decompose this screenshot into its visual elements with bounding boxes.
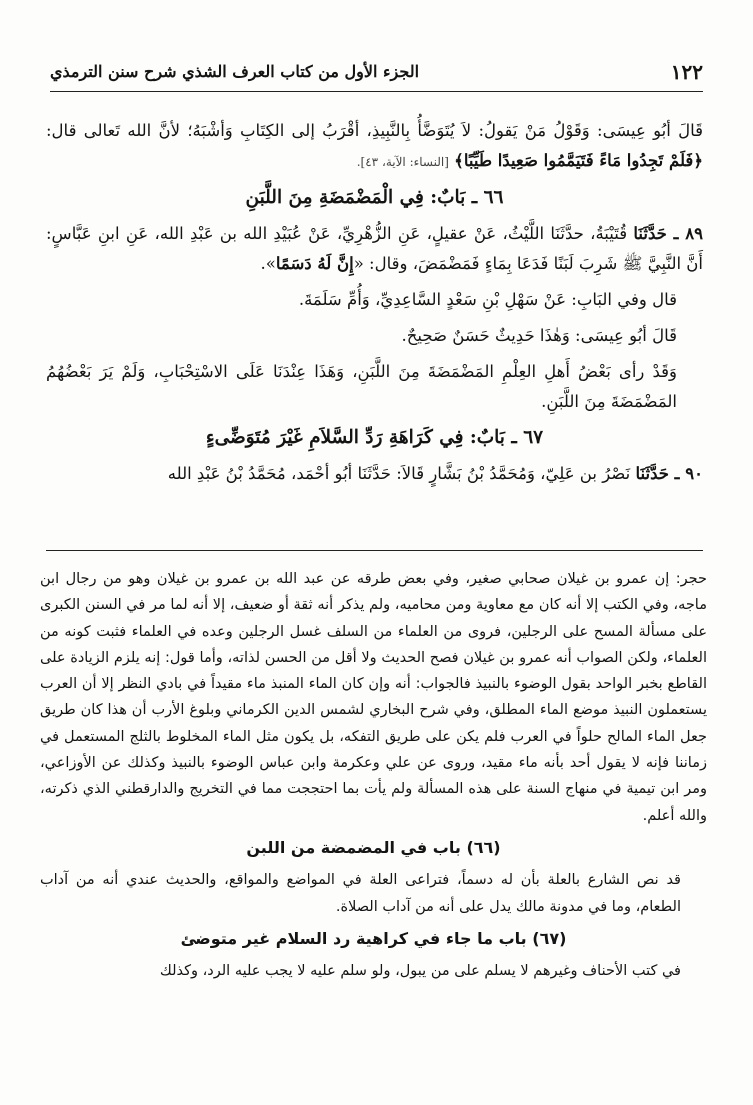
hadith-quote: إِنَّ لَهُ دَسَمًا xyxy=(275,254,354,273)
chapter-66-heading: ٦٦ ـ بَابٌ: فِي الْمَضْمَضَةِ مِنَ اللَّبَنِ xyxy=(245,187,504,208)
chapter-67-heading: ٦٧ ـ بَابٌ: فِي كَرَاهَةِ رَدِّ السَّلاَمِ غَيْرَ مُتَوَضِّىءٍ xyxy=(205,427,544,448)
running-title: الجزء الأول من كتاب العرف الشذي شرح سنن الترمذي xyxy=(50,62,420,81)
commentary-paragraph-1: حجر: إن عمرو بن غيلان صحابي صغير، وفي بعض طرقه عن عبد الله بن عمرو بن غيلان وهو من رجال ابن ماجه، وفي الكتب إلا أنه كان مع معاوية ومن محاميه، ولم يذكر أنه ثقة أو ضعيف، إلا أنه لما مر في السنن الكبرى على مسألة المسح على الرجلين، فروى من العلماء من السلف غسل الرجلين وعده في العلماء فثبت كونه من العلماء، ولكن الصواب أنه عمرو بن غيلان فصح الحديث ولا أقل من الحسن لذاته، وأما قول: إنه يلزم الزيادة على القاطع بخبر الواحد بقول الوضوء بالنبيذ فالجواب: أنه وإن كان الماء المنبذ ماء مقيداً في بادي النظر إلا أن العرب يستعملون النبيذ موضع الماء المطلق، وفي شرح البخاري لشمس الدين الكرماني وبلوغ الأرب أن هذا كان طريق جعل الماء المالح حلواً في العرب فلم يكن على طريق التفكه، بل يكون مثل الماء المخلوط بالثلج المستعمل في زماننا فإنه لا يقول أحد بأنه ماء مقيد، وروى عن علي وعكرمة وابن عباس الوضوء بالنبيذ وكذلك عن الأوزاعي، ومر ابن تيمية في منهاج السنة على هذه المسألة ولم يأت بما احتججت مما في التخريج والدارقطني الذي ذكرته، والله أعلم. xyxy=(40,571,707,824)
commentary-heading-66: (٦٦) باب في المضمضة من اللبن xyxy=(246,837,501,857)
paragraph-fil-bab: قال وفي البَابِ: عَنْ سَهْلِ بْنِ سَعْدٍ السَّاعِدِيِّ، وَأُمِّ سَلَمَةَ. xyxy=(298,290,677,309)
hadith-number: ٨٩ ـ حَدَّثَنَا xyxy=(633,224,703,243)
footnote-divider xyxy=(46,550,703,551)
hadith-number: ٩٠ ـ حَدَّثَنَا xyxy=(635,464,703,483)
page-header xyxy=(50,58,703,92)
hadith-end: ». xyxy=(260,254,276,273)
paragraph-isa-hasan: قَالَ أبُو عِيسَى: وَهٰذَا حَدِيثٌ حَسَنٌ صَحِيحٌ. xyxy=(401,326,677,345)
paragraph-text: قَالَ أبُو عِيسَى: وَقَوْلُ مَنْ يَقولُ: لاَ يُتَوَضَّأُ بِالنَّبِيذِ، أقْرَبُ إلى الكِتَابِ وَأشْبَهُ؛ لأنَّ الله تَعالى قال: xyxy=(46,121,703,140)
quran-verse: ﴿فَلَمْ تَجِدُوا مَاءً فَتَيَمَّمُوا صَعِيدًا طَيِّبًا﴾ xyxy=(454,151,703,170)
paragraph-isa-nabidh xyxy=(46,116,703,177)
commentary-heading-67: (٦٧) باب ما جاء في كراهية رد السلام غير متوضئ xyxy=(180,928,567,948)
hadith-90 xyxy=(46,459,703,489)
page-number: ١٢٢ xyxy=(670,60,703,84)
paragraph-istihbab: وَقَدْ رأى بَعْضُ أَهلِ العِلْمِ المَضْمَضَةَ مِنَ اللَّبَنِ، وَهَذَا عِنْدَنَا عَلَى الاسْتِحْبَابِ، وَلَمْ يَرَ بَعْضُهُمُ المَضْمَضَةَ مِنَ اللَّبَنِ. xyxy=(46,362,677,411)
commentary-paragraph-2: قد نص الشارع بالعلة بأن له دسماً، فتراعى العلة في المواضع والمواقع، والحديث عندي أنه من آداب الطعام، وما في مدونة مالك يدل على أنه من آداب الصلاة. xyxy=(40,872,681,915)
main-text xyxy=(46,116,703,495)
header-rule xyxy=(50,91,703,92)
hadith-89 xyxy=(46,219,703,279)
commentary xyxy=(40,566,707,984)
verse-reference: [النساء: الآية، ٤٣]. xyxy=(356,155,449,169)
hadith-text: نَصْرُ بن عَلِيّ، وَمُحَمَّدُ بْنُ بَشَّارٍ قَالاَ: حَدَّثَنَا أبُو أحْمَد، مُحَمَّدُ بْنُ عَبْدِ الله xyxy=(167,464,636,483)
commentary-paragraph-3: في كتب الأحناف وغيرهم لا يسلم على من يبول، ولو سلم عليه لا يجب عليه الرد، وكذلك xyxy=(159,963,681,980)
hadith-text: قُتَيْبَةُ، حدَّثَنَا اللَّيْثُ، عَنْ عقيلٍ، عَنِ الزُّهْرِيِّ، عَنْ عُبَيْدِ الله بن عَبْدِ الله، عَنِ ابنِ عَبَّاسٍ: أَنَّ النَّبِيَّ ﷺ شَرِبَ لَبَنًا فَدَعَا بِمَاءٍ فَمَضْمَضَ، وقال: « xyxy=(46,224,703,273)
